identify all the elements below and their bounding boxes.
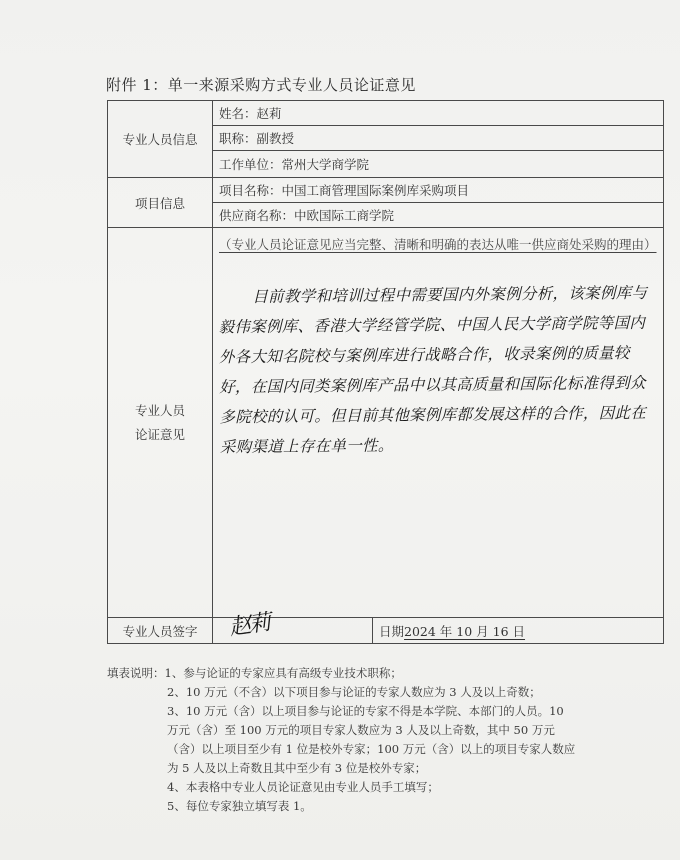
notes-item-3: 3、10 万元（含）以上项目参与论证的专家不得是本学院、本部门的人员。10 万元（含）至 100 万元的项目专家人数应为 3 人及以上奇数，其中 50 万元（含）以上项目至少有 1 位是校外专家；100 万元（含）以上的项目专家人数应为 5 人及以上奇数且其中至少有 3 位是校外专家； xyxy=(167,704,576,775)
expert-work-unit: 工作单位：常州大学商学院 xyxy=(213,151,664,178)
handwritten-signature: 赵莉 xyxy=(227,610,271,641)
row-opinion xyxy=(108,228,664,618)
project-name: 项目名称：中国工商管理国际案例库采购项目 xyxy=(213,178,664,203)
notes-item-5: 5、每位专家独立填写表 1。 xyxy=(167,799,312,813)
page-title: 附件 1：单一来源采购方式专业人员论证意见 xyxy=(106,76,416,94)
date-value: 2024 年 10 月 16 日 xyxy=(404,623,526,639)
opinion-content xyxy=(213,228,664,618)
notes-heading: 填表说明： xyxy=(107,666,165,680)
signature-label: 专业人员签字 xyxy=(108,618,213,644)
row-project-name xyxy=(108,178,664,203)
signature-cell xyxy=(213,610,373,644)
supplier-name: 供应商名称：中欧国际工商学院 xyxy=(213,203,664,228)
opinion-label-line2: 论证意见 xyxy=(134,426,185,442)
project-info-label: 项目信息 xyxy=(108,178,213,228)
notes-item-2: 2、10 万元（不含）以下项目参与论证的专家人数应为 3 人及以上奇数； xyxy=(167,685,541,699)
date-prefix: 日期 xyxy=(379,623,405,639)
expert-opinion-form xyxy=(107,100,664,644)
notes-item-4: 4、本表格中专业人员论证意见由专业人员手工填写； xyxy=(167,780,439,794)
expert-info-label: 专业人员信息 xyxy=(108,101,213,178)
notes-item-1 xyxy=(107,664,577,683)
notes-item-1-text: 1、参与论证的专家应具有高级专业技术职称； xyxy=(164,666,402,680)
row-name xyxy=(108,101,664,126)
expert-title: 职称：副教授 xyxy=(213,126,664,151)
opinion-label-line1: 专业人员 xyxy=(134,402,185,418)
row-signature xyxy=(108,618,664,644)
filling-instructions xyxy=(107,664,577,816)
handwritten-opinion: 目前教学和培训过程中需要国内外案例分析，该案例库与毅伟案例库、香港大学经管学院、中国人民大学商学院等国内外各大知名院校与案例库进行战略合作，收录案例的质量较好，在国内同类案例库产品中以其高质量和国际化标准得到众多院校的认可。但目前其他案例库都发展这样的合作，因此在采购渠道上存在单一性。 xyxy=(218,283,648,457)
opinion-instruction: （专业人员论证意见应当完整、清晰和明确的表达从唯一供应商处采购的理由） xyxy=(219,237,657,252)
opinion-label xyxy=(108,228,213,618)
expert-name: 姓名：赵莉 xyxy=(213,101,664,126)
date-cell xyxy=(373,618,664,644)
